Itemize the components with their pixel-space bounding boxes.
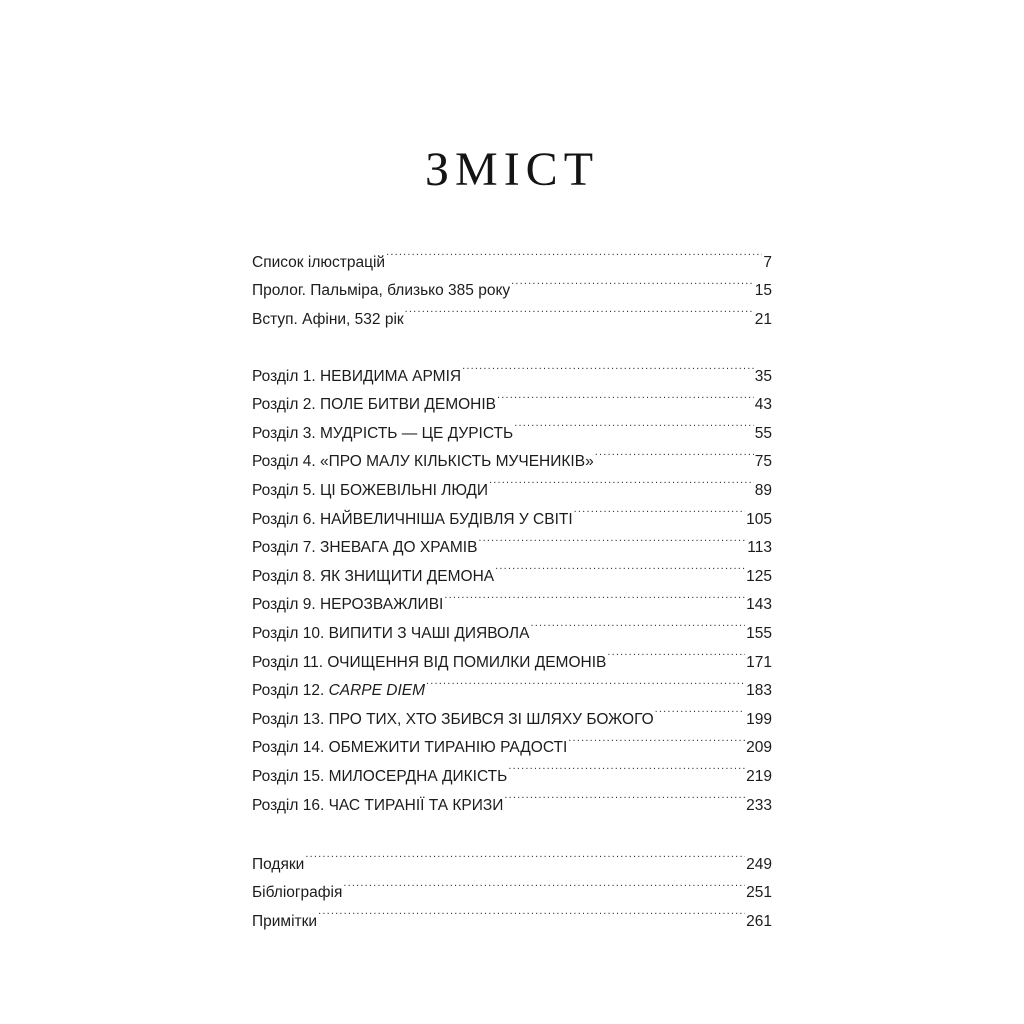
chapter-number: Розділ 7. — [252, 539, 320, 557]
chapter-number: Розділ 16. — [252, 796, 329, 814]
chapter-title: ВИПИТИ З ЧАШІ ДИЯВОЛА — [328, 624, 530, 642]
entry-title: Бібліографія — [252, 884, 343, 902]
chapter-number: Розділ 15. — [252, 767, 329, 785]
chapter-number: Розділ 9. — [252, 596, 320, 614]
chapter-number: Розділ 1. — [252, 367, 320, 385]
page-number: 35 — [754, 367, 772, 385]
chapter-title: МИЛОСЕРДНА ДИКІСТЬ — [328, 767, 508, 785]
page-number: 155 — [746, 624, 772, 642]
chapter-number: Розділ 12. — [252, 682, 329, 700]
dot-leader — [343, 869, 745, 898]
page-number: 143 — [746, 596, 772, 614]
entry-title: Вступ. Афіни, 532 рік — [252, 310, 404, 328]
dot-leader — [426, 667, 745, 696]
chapter-number: Розділ 11. — [252, 653, 328, 671]
chapter-number: Розділ 14. — [252, 739, 329, 757]
entry-title — [252, 792, 503, 821]
chapter-number: Розділ 8. — [252, 567, 320, 585]
entry-title — [252, 420, 513, 449]
chapter-number: Розділ 4. — [252, 453, 320, 471]
chapter-title: МУДРІСТЬ — ЦЕ ДУРІСТЬ — [319, 424, 514, 442]
page-title: ЗМІСТ — [424, 143, 600, 197]
back-matter-list — [252, 840, 772, 930]
page-number: 261 — [746, 912, 772, 930]
chapter-number: Розділ 2. — [252, 396, 320, 414]
dot-leader — [511, 267, 754, 296]
toc-entry[interactable] — [252, 869, 772, 902]
page-number: 21 — [754, 310, 772, 328]
page-number: 125 — [746, 567, 772, 585]
chapter-number: Розділ 13. — [252, 710, 329, 728]
toc-entry[interactable] — [252, 840, 772, 873]
dot-leader — [497, 381, 754, 410]
chapter-title: ЦІ БОЖЕВІЛЬНІ ЛЮДИ — [319, 481, 488, 499]
chapter-title: ЗНЕВАГА ДО ХРАМІВ — [319, 539, 478, 557]
dot-leader — [655, 695, 745, 724]
dot-leader — [495, 552, 745, 581]
dot-leader — [386, 238, 762, 267]
dot-leader — [489, 466, 754, 495]
chapter-title: НЕВИДИМА АРМІЯ — [319, 367, 462, 385]
page-number: 75 — [754, 453, 772, 471]
dot-leader — [530, 609, 745, 638]
chapter-entry[interactable] — [252, 352, 772, 385]
chapter-number: Розділ 10. — [252, 624, 329, 642]
dot-leader — [444, 581, 745, 610]
entry-title — [252, 391, 496, 420]
dot-leader — [405, 295, 754, 324]
dot-leader — [574, 495, 745, 524]
chapter-title: НЕРОЗВАЖЛИВІ — [319, 596, 444, 614]
page-number: 15 — [754, 282, 772, 300]
page-number: 171 — [746, 653, 772, 671]
page-number: 183 — [746, 682, 772, 700]
dot-leader — [318, 897, 745, 926]
entry-title — [252, 620, 529, 649]
chapter-title: CARPE DIEM — [328, 682, 426, 700]
entry-title: Подяки — [252, 855, 305, 873]
chapter-number: Розділ 6. — [252, 510, 320, 528]
dot-leader — [568, 724, 745, 753]
page-number: 251 — [746, 884, 772, 902]
dot-leader — [508, 752, 745, 781]
chapter-title: ЧАС ТИРАНІЇ ТА КРИЗИ — [328, 796, 504, 814]
page-number: 219 — [746, 767, 772, 785]
chapter-title: ОЧИЩЕННЯ ВІД ПОМИЛКИ ДЕМОНІВ — [327, 653, 607, 671]
dot-leader — [514, 409, 754, 438]
dot-leader — [478, 524, 746, 553]
chapters-list — [252, 352, 772, 814]
page-number: 105 — [746, 510, 772, 528]
entry-title — [252, 363, 461, 392]
entry-title — [252, 477, 488, 506]
chapter-title: НАЙВЕЛИЧНІША БУДІВЛЯ У СВІТІ — [319, 510, 573, 528]
front-matter-list — [252, 238, 772, 328]
dot-leader — [607, 638, 745, 667]
page-number: 7 — [763, 253, 772, 271]
page-number: 89 — [754, 481, 772, 499]
toc-entry[interactable] — [252, 238, 772, 271]
chapter-title: ПРО ТИХ, ХТО ЗБИВСЯ ЗІ ШЛЯХУ БОЖОГО — [328, 710, 654, 728]
chapter-title: ОБМЕЖИТИ ТИРАНІЮ РАДОСТІ — [328, 739, 568, 757]
chapter-number: Розділ 5. — [252, 481, 320, 499]
toc-entry[interactable] — [252, 897, 772, 930]
page-number: 55 — [754, 424, 772, 442]
page-number: 199 — [746, 710, 772, 728]
entry-title: Примітки — [252, 912, 318, 930]
page-number: 233 — [746, 796, 772, 814]
entry-title: Пролог. Пальміра, близько 385 року — [252, 282, 511, 300]
dot-leader — [305, 840, 745, 869]
chapter-title: «ПРО МАЛУ КІЛЬКІСТЬ МУЧЕНИКІВ» — [319, 453, 594, 471]
entry-title: Список ілюстрацій — [252, 253, 386, 271]
chapter-title: ЯК ЗНИЩИТИ ДЕМОНА — [319, 567, 495, 585]
page-number: 43 — [754, 396, 772, 414]
page-number: 113 — [747, 539, 772, 557]
entry-title — [252, 591, 443, 620]
page-number: 209 — [746, 739, 772, 757]
entry-title — [252, 534, 477, 563]
entry-title — [252, 677, 425, 706]
page-number: 249 — [746, 855, 772, 873]
entry-title — [252, 763, 507, 792]
dot-leader — [504, 781, 745, 810]
chapter-title: ПОЛЕ БИТВИ ДЕМОНІВ — [319, 396, 497, 414]
chapter-number: Розділ 3. — [252, 424, 320, 442]
dot-leader — [462, 352, 754, 381]
dot-leader — [595, 438, 754, 467]
